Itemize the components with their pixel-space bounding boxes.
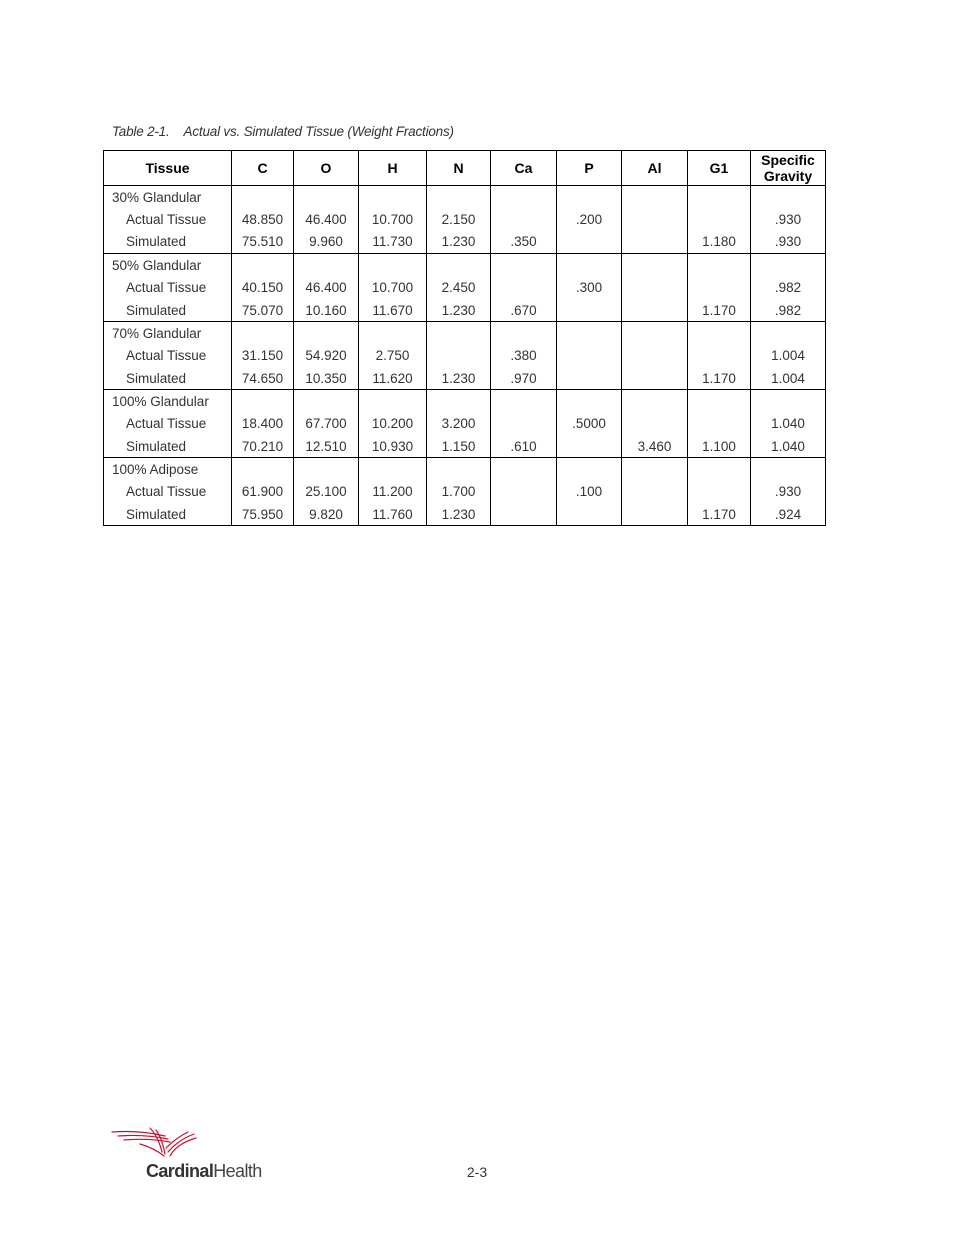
table-cell: 70.210 [232,435,294,458]
table-cell: 10.930 [359,435,427,458]
table-cell: 12.510 [294,435,359,458]
group-header-row [104,390,826,413]
table-cell [491,480,557,503]
table-cell: 75.070 [232,299,294,322]
table-cell [622,503,688,526]
table-cell [557,254,622,277]
table-cell: 1.100 [688,435,751,458]
table-cell [622,390,688,413]
table-cell [232,458,294,481]
table-cell: 11.620 [359,367,427,390]
table-cell: 1.004 [751,344,826,367]
group-header-row [104,186,826,209]
row-label: Simulated [104,367,232,390]
table-cell [622,231,688,254]
row-label: Simulated [104,435,232,458]
table-cell [622,276,688,299]
table-cell: 75.950 [232,503,294,526]
table-caption [112,124,454,139]
table-cell [557,344,622,367]
table-cell [688,480,751,503]
table-cell [491,503,557,526]
group-name: 70% Glandular [104,322,232,345]
tissue-group [104,390,826,458]
table-cell: 1.170 [688,299,751,322]
group-name: 30% Glandular [104,186,232,209]
table-cell: 75.510 [232,231,294,254]
table-cell [688,390,751,413]
table-cell: .610 [491,435,557,458]
table-cell [557,186,622,209]
table-cell: 18.400 [232,412,294,435]
table-cell [232,322,294,345]
table-cell: 1.230 [427,231,491,254]
column-header: Specific Gravity [751,151,826,186]
table-cell [688,208,751,231]
table-cell: 10.700 [359,208,427,231]
table-cell [557,503,622,526]
group-header-row [104,458,826,481]
table-cell [359,458,427,481]
table-cell: 54.920 [294,344,359,367]
table-cell [427,458,491,481]
brand-regular: Health [213,1161,262,1181]
table-cell [359,254,427,277]
table-cell: 9.960 [294,231,359,254]
table-cell: 1.170 [688,503,751,526]
column-header: C [232,151,294,186]
table-row [104,367,826,390]
table-cell [232,186,294,209]
table-cell [751,186,826,209]
table-cell: 1.230 [427,299,491,322]
row-label: Actual Tissue [104,412,232,435]
table-cell: 25.100 [294,480,359,503]
table-cell: 1.170 [688,367,751,390]
table-cell: 1.230 [427,503,491,526]
table-row [104,231,826,254]
table-cell: 2.750 [359,344,427,367]
row-label: Simulated [104,503,232,526]
row-label: Actual Tissue [104,208,232,231]
table-cell [427,344,491,367]
table-cell [622,367,688,390]
table-cell [232,390,294,413]
row-label: Simulated [104,299,232,322]
table-cell: .982 [751,299,826,322]
table-cell [622,322,688,345]
column-header: P [557,151,622,186]
table-cell [294,186,359,209]
table-cell [688,186,751,209]
table-cell [491,390,557,413]
table-cell [232,254,294,277]
tissue-group [104,458,826,526]
tissue-table [103,150,826,526]
table-cell [688,322,751,345]
table-cell: 1.230 [427,367,491,390]
table-cell: .100 [557,480,622,503]
table-cell: .982 [751,276,826,299]
table-row [104,299,826,322]
table-cell: 48.850 [232,208,294,231]
table-cell: 1.040 [751,412,826,435]
table-cell [294,254,359,277]
table-cell: 46.400 [294,276,359,299]
table-row [104,503,826,526]
table-cell: 9.820 [294,503,359,526]
table-cell [427,322,491,345]
row-label: Actual Tissue [104,276,232,299]
table-cell: 46.400 [294,208,359,231]
table-cell [557,367,622,390]
table-row [104,344,826,367]
table-number: Table 2-1. [112,124,170,139]
table-cell: .970 [491,367,557,390]
table-cell: 1.700 [427,480,491,503]
group-name: 50% Glandular [104,254,232,277]
header-row [104,151,826,186]
table-cell [622,254,688,277]
table-cell [751,322,826,345]
table-cell [294,458,359,481]
row-label: Simulated [104,231,232,254]
table-cell [622,186,688,209]
table-title: Actual vs. Simulated Tissue (Weight Fractions) [183,124,454,139]
tissue-group [104,254,826,322]
table-cell [359,186,427,209]
table-cell [622,208,688,231]
table-cell [557,435,622,458]
table-cell [622,344,688,367]
table-cell [688,412,751,435]
table-cell: 2.450 [427,276,491,299]
table-cell: 10.350 [294,367,359,390]
column-header: Al [622,151,688,186]
table-cell: 67.700 [294,412,359,435]
table-cell: 2.150 [427,208,491,231]
tissue-group [104,322,826,390]
table-cell [751,254,826,277]
table-row [104,480,826,503]
table-cell [557,458,622,481]
table-cell [557,390,622,413]
table-cell [491,186,557,209]
tissue-group [104,186,826,254]
table-cell: 1.004 [751,367,826,390]
group-header-row [104,254,826,277]
table-row [104,276,826,299]
table-cell: 11.670 [359,299,427,322]
table-row [104,435,826,458]
table-cell: .924 [751,503,826,526]
table-cell: .300 [557,276,622,299]
table-cell [688,276,751,299]
table-cell: 3.460 [622,435,688,458]
table-cell [688,344,751,367]
table-cell [557,299,622,322]
brand-bold: Cardinal [146,1161,214,1181]
table-cell: 61.900 [232,480,294,503]
table-cell [491,412,557,435]
table-cell [622,458,688,481]
table-cell: 1.180 [688,231,751,254]
table-cell: 74.650 [232,367,294,390]
table-cell [491,208,557,231]
table-cell [294,322,359,345]
table-cell [688,458,751,481]
table-cell [557,322,622,345]
table-cell: 10.160 [294,299,359,322]
table-cell: 10.200 [359,412,427,435]
group-name: 100% Glandular [104,390,232,413]
table-cell: .930 [751,231,826,254]
row-label: Actual Tissue [104,344,232,367]
table-cell [294,390,359,413]
table-cell: .350 [491,231,557,254]
table-cell: .380 [491,344,557,367]
group-header-row [104,322,826,345]
table-cell: 11.730 [359,231,427,254]
table-cell [359,322,427,345]
table-cell [359,390,427,413]
table-cell [491,254,557,277]
table-cell [751,458,826,481]
table-cell: 11.200 [359,480,427,503]
table-cell: 11.760 [359,503,427,526]
row-label: Actual Tissue [104,480,232,503]
page-number: 2-3 [466,1164,488,1180]
table-cell: .200 [557,208,622,231]
table-cell: 10.700 [359,276,427,299]
column-header: O [294,151,359,186]
table-cell [688,254,751,277]
table-cell [491,276,557,299]
table-cell [491,458,557,481]
table-cell [751,390,826,413]
table-cell [557,231,622,254]
group-name: 100% Adipose [104,458,232,481]
table-cell [622,412,688,435]
table-cell: 31.150 [232,344,294,367]
table-cell: 1.040 [751,435,826,458]
column-header: G1 [688,151,751,186]
table-cell: 3.200 [427,412,491,435]
column-header: H [359,151,427,186]
table-cell: 1.150 [427,435,491,458]
column-header: Ca [491,151,557,186]
table-cell [622,299,688,322]
table-cell [427,186,491,209]
table-cell: .5000 [557,412,622,435]
column-header: Tissue [104,151,232,186]
table-cell: .670 [491,299,557,322]
column-header: N [427,151,491,186]
table-cell: 40.150 [232,276,294,299]
table-cell [622,480,688,503]
table-cell [427,254,491,277]
table-cell [427,390,491,413]
table-cell [491,322,557,345]
table-cell: .930 [751,480,826,503]
table-row [104,208,826,231]
table-cell: .930 [751,208,826,231]
table-row [104,412,826,435]
